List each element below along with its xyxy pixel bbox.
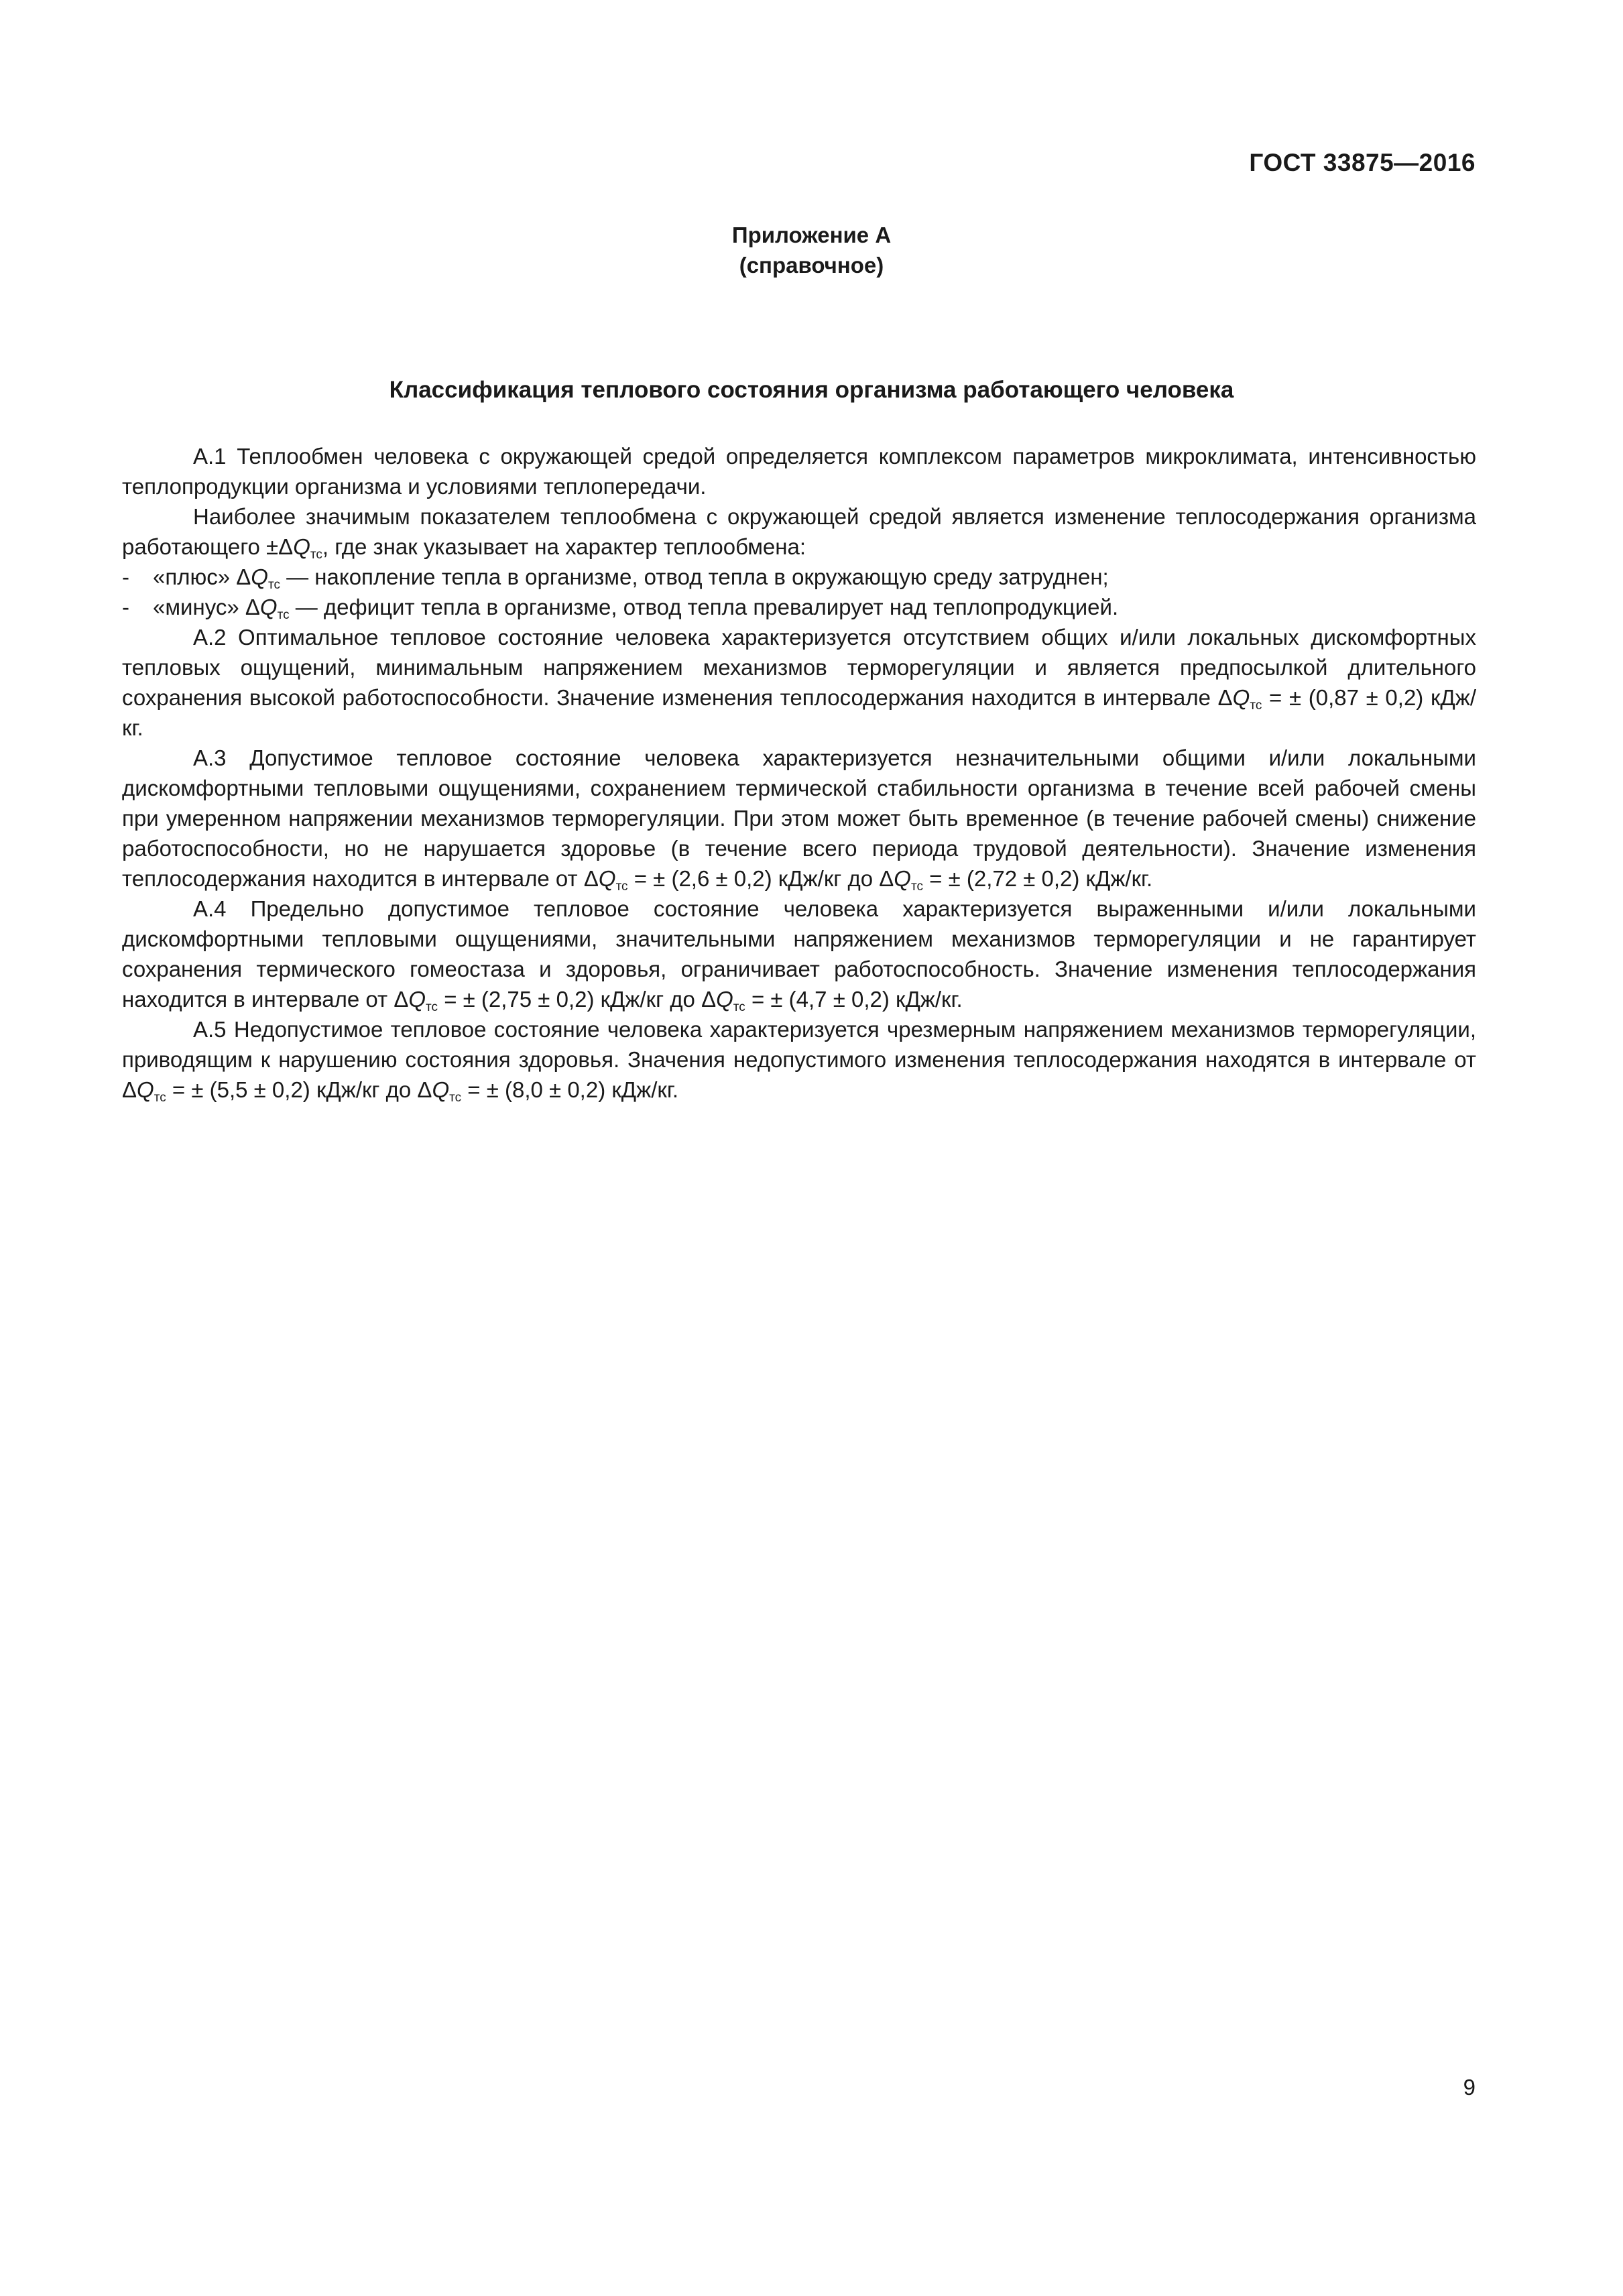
list-item-plus: - «плюс» $\Delta Q_{тс}$ — накопление тепла в организме, отвод тепла в окружающую среду затруднен; [122,562,1476,592]
paragraph-main-indicator: Наиболее значимым показателем теплообмена с окружающей средой является изменение теплосодержания организма работающего $\pm\Delta Q_{тс}$, где знак указывает на характер теплообмена: [122,504,1476,562]
annex-type: (справочное) [739,253,884,278]
standard-code: ГОСТ 33875—2016 [1249,149,1476,176]
bullet-dash: - [122,595,129,619]
paragraph-a3: А.3 Допустимое тепловое состояние человека характеризуется незначительными общими и/или локальными дискомфортными тепловыми ощущениями, сохранением термической стабильности организма в течение всей рабочей смены при умеренном напряжении механизмов терморегуляции. При этом может быть временное (в течение рабочей смены) снижение работоспособности, но не нарушается здоровье (в течение всего периода трудовой деятельности). Значение изменения теплосодержания находится в интервале от $\Delta Q_{тс}$ = ± (2,6 ± 0,2) кДж/кг до $\Delta Q_{тс}$ = ± (2,72 ± 0,2) кДж/кг. [122,745,1476,894]
list-item-minus: - «минус» $\Delta Q_{тс}$ — дефицит тепла в организме, отвод тепла превалирует над теплопродукцией. [122,592,1476,622]
annex-label: Приложение А [731,223,892,247]
annex-heading [0,220,1623,280]
bullet-dash: - [122,564,129,589]
paragraph-a1: А.1 Теплообмен человека с окружающей средой определяется комплексом параметров микроклимата, интенсивностью теплопродукции организма и условиями теплопередачи. [122,444,1476,499]
paragraph-a2: А.2 Оптимальное тепловое состояние человека характеризуется отсутствием общих и/или локальных дискомфортных тепловых ощущений, минимальным напряжением механизмов терморегуляции и является предпосылкой длительного сохранения высокой работоспособности. Значение изменения теплосодержания находится в интервале $\Delta Q_{тс}$ = ± (0,87 ± 0,2) кДж/кг. [122,625,1476,740]
section-title: Классификация теплового состояния организма работающего человека [389,377,1234,403]
paragraph-a5: А.5 Недопустимое тепловое состояние человека характеризуется чрезмерным напряжением механизмов терморегуляции, приводящим к нарушению состояния здоровья. Значения недопустимого изменения теплосодержания находятся в интервале от $\Delta Q_{тс}$ = ± (5,5 ± 0,2) кДж/кг до $\Delta Q_{тс}$ = ± (8,0 ± 0,2) кДж/кг. [122,1017,1476,1105]
document-body [122,441,1476,1105]
page-number: 9 [1463,2075,1476,2100]
paragraph-a4: А.4 Предельно допустимое тепловое состояние человека характеризуется выраженными и/или локальными дискомфортными тепловыми ощущениями, значительными напряжением механизмов терморегуляции и не гарантирует сохранения термического гомеостаза и здоровья, ограничивает работоспособность. Значение изменения теплосодержания находится в интервале от $\Delta Q_{тс}$ = ± (2,75 ± 0,2) кДж/кг до $\Delta Q_{тс}$ = ± (4,7 ± 0,2) кДж/кг. [122,896,1476,1014]
